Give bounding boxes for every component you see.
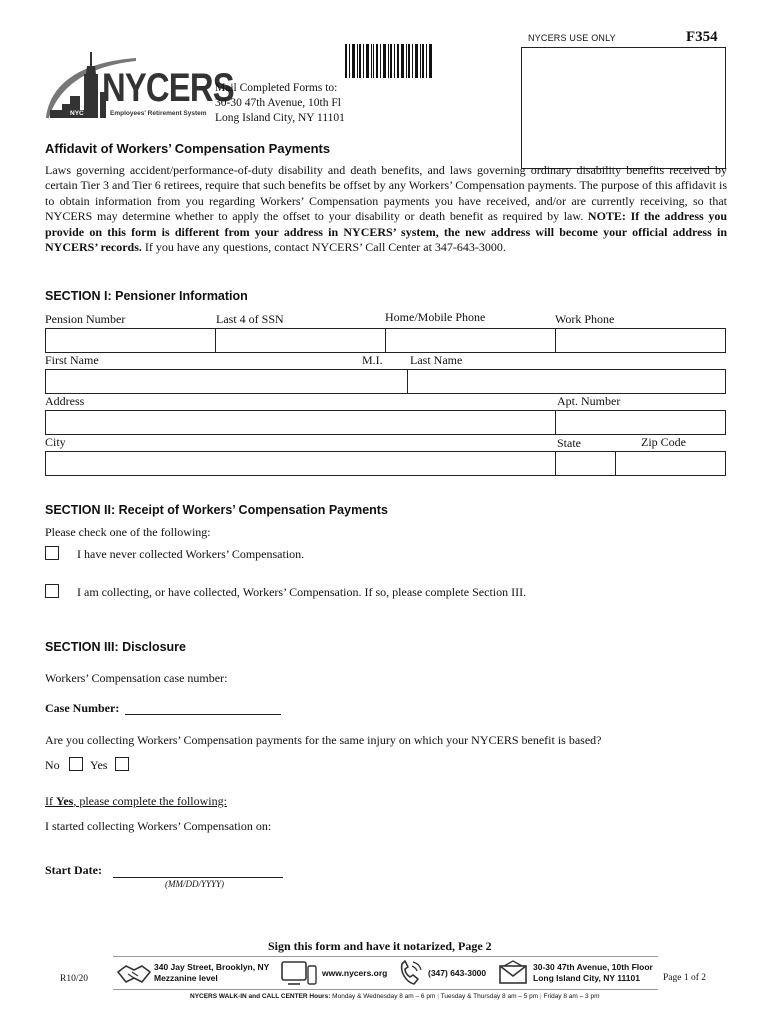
nycers-use-only-label: NYCERS USE ONLY <box>528 33 616 43</box>
case-number-label: Case Number: <box>45 701 120 715</box>
section2-prompt: Please check one of the following: <box>45 525 211 539</box>
mailing-address <box>533 962 653 984</box>
envelope-icon <box>498 960 528 986</box>
zip-code-field[interactable] <box>615 451 726 476</box>
last-name-field[interactable] <box>407 369 726 394</box>
city-label: City <box>45 435 66 449</box>
hours-mon-wed: Monday & Wednesday 8 am – 6 pm <box>332 993 436 1000</box>
state-field[interactable] <box>555 451 616 476</box>
logo-subtitle: Employees' Retirement System <box>110 110 207 117</box>
start-date-field[interactable] <box>113 865 283 878</box>
case-number-prompt: Workers’ Compensation case number: <box>45 671 228 685</box>
walkin-address-line2: Mezzanine level <box>154 973 218 983</box>
pension-number-field[interactable] <box>45 328 216 353</box>
intro-note: NOTE: If the address you provide on this form is different from your address in NYCERS’ system, the new address will become your official address in NYCERS’ records. <box>45 209 727 255</box>
footer-rule-2 <box>113 989 658 990</box>
same-injury-question: Are you collecting Workers’ Compensation payments for the same injury on which your NYCERS benefit is based? <box>45 733 602 747</box>
never-collected-label: I have never collected Workers’ Compensation. <box>77 547 305 561</box>
intro-part1: Laws governing accident/performance-of-duty disability and death benefits, and laws governing ordinary disability benefits received by certain Tier 3 and Tier 6 retirees, require that such benefits be offset by any Workers’ Compensation payments. The purpose of this affidavit is to obtain information from you regarding Workers’ Compensation payments you have received, and/or are currently receiving, so that NYCERS may determine whether to apply the offset to your disability or death benefit as required by law. <box>45 163 727 224</box>
hours-label: NYCERS WALK-IN and CALL CENTER Hours: <box>190 993 331 1000</box>
mailing-address-line1: 30-30 47th Avenue, 10th Floor <box>533 962 653 972</box>
if-yes-suffix: , please complete the following: <box>73 794 227 808</box>
footer-rule <box>113 956 658 957</box>
page-number: Page 1 of 2 <box>663 973 707 983</box>
no-label: No <box>45 758 60 772</box>
mail-line-3: Long Island City, NY 11101 <box>215 112 345 124</box>
never-collected-checkbox[interactable] <box>45 546 59 560</box>
mail-line-1: Mail Completed Forms to: <box>215 82 338 94</box>
if-yes-word: Yes <box>56 794 74 808</box>
sign-instruction: Sign this form and have it notarized, Page 2 <box>268 939 492 953</box>
computer-icon <box>278 960 318 988</box>
collecting-label: I am collecting, or have collected, Workers’ Compensation. If so, please complete Section III. <box>77 585 527 599</box>
yes-label: Yes <box>90 758 108 772</box>
work-phone-field[interactable] <box>555 328 726 353</box>
section1-title: SECTION I: Pensioner Information <box>45 289 248 303</box>
phone-icon <box>396 958 424 988</box>
nycers-use-only-box <box>521 47 726 169</box>
apt-number-label: Apt. Number <box>557 394 621 408</box>
if-yes-instruction <box>45 794 227 809</box>
home-phone-label: Home/Mobile Phone <box>385 310 486 324</box>
start-date-label: Start Date: <box>45 863 102 877</box>
state-label: State <box>557 436 581 450</box>
no-checkbox[interactable] <box>69 757 83 771</box>
section2-title: SECTION II: Receipt of Workers’ Compensation Payments <box>45 503 388 517</box>
logo-nyc-badge: NYC <box>70 110 84 117</box>
yes-checkbox[interactable] <box>115 757 129 771</box>
first-name-label: First Name <box>45 353 99 367</box>
last4-ssn-field[interactable] <box>215 328 386 353</box>
walkin-address-line1: 340 Jay Street, Brooklyn, NY <box>154 962 270 972</box>
mailing-address-line2: Long Island City, NY 11101 <box>533 973 640 983</box>
zip-code-label: Zip Code <box>641 435 686 449</box>
last4-ssn-label: Last 4 of SSN <box>216 312 284 326</box>
started-collecting-prompt: I started collecting Workers’ Compensation on: <box>45 819 272 833</box>
logo-wordmark: NYCERS <box>102 66 234 110</box>
address-label: Address <box>45 394 85 408</box>
home-phone-field[interactable] <box>385 328 556 353</box>
apt-number-field[interactable] <box>555 410 726 435</box>
pension-number-label: Pension Number <box>45 312 126 326</box>
barcode-icon <box>345 44 433 78</box>
work-phone-label: Work Phone <box>555 312 615 326</box>
intro-paragraph <box>45 163 727 255</box>
intro-part2: If you have any questions, contact NYCERS’ Call Center at 347-643-3000. <box>141 240 506 255</box>
last-name-label: Last Name <box>410 353 463 367</box>
case-number-field[interactable] <box>125 702 281 715</box>
first-name-field[interactable] <box>45 369 408 394</box>
website[interactable]: www.nycers.org <box>322 968 388 978</box>
revision-code: R10/20 <box>60 974 88 984</box>
hours-bar: NYCERS WALK-IN and CALL CENTER Hours: Monday & Wednesday 8 am – 6 pm | Tuesday & Thursday 8 am – 5 pm | Friday 8 am – 3 pm <box>190 993 600 1000</box>
form-title: Affidavit of Workers’ Compensation Payments <box>45 141 331 156</box>
mail-to-address <box>215 81 345 126</box>
hours-fri: Friday 8 am – 3 pm <box>543 993 600 1000</box>
hours-tue-thu: Tuesday & Thursday 8 am – 5 pm <box>440 993 539 1000</box>
address-field[interactable] <box>45 410 556 435</box>
form-code: F354 <box>686 29 718 45</box>
collecting-checkbox[interactable] <box>45 584 59 598</box>
phone-number: (347) 643-3000 <box>428 968 487 978</box>
date-format-hint: (MM/DD/YYYY) <box>165 879 225 889</box>
walkin-address <box>154 962 269 984</box>
mail-line-2: 30-30 47th Avenue, 10th Fl <box>215 97 341 109</box>
mi-label: M.I. <box>362 353 383 367</box>
section3-title: SECTION III: Disclosure <box>45 640 187 654</box>
handshake-icon <box>116 960 152 988</box>
city-field[interactable] <box>45 451 556 476</box>
nycers-logo <box>40 44 234 124</box>
if-yes-prefix: If <box>45 794 56 808</box>
